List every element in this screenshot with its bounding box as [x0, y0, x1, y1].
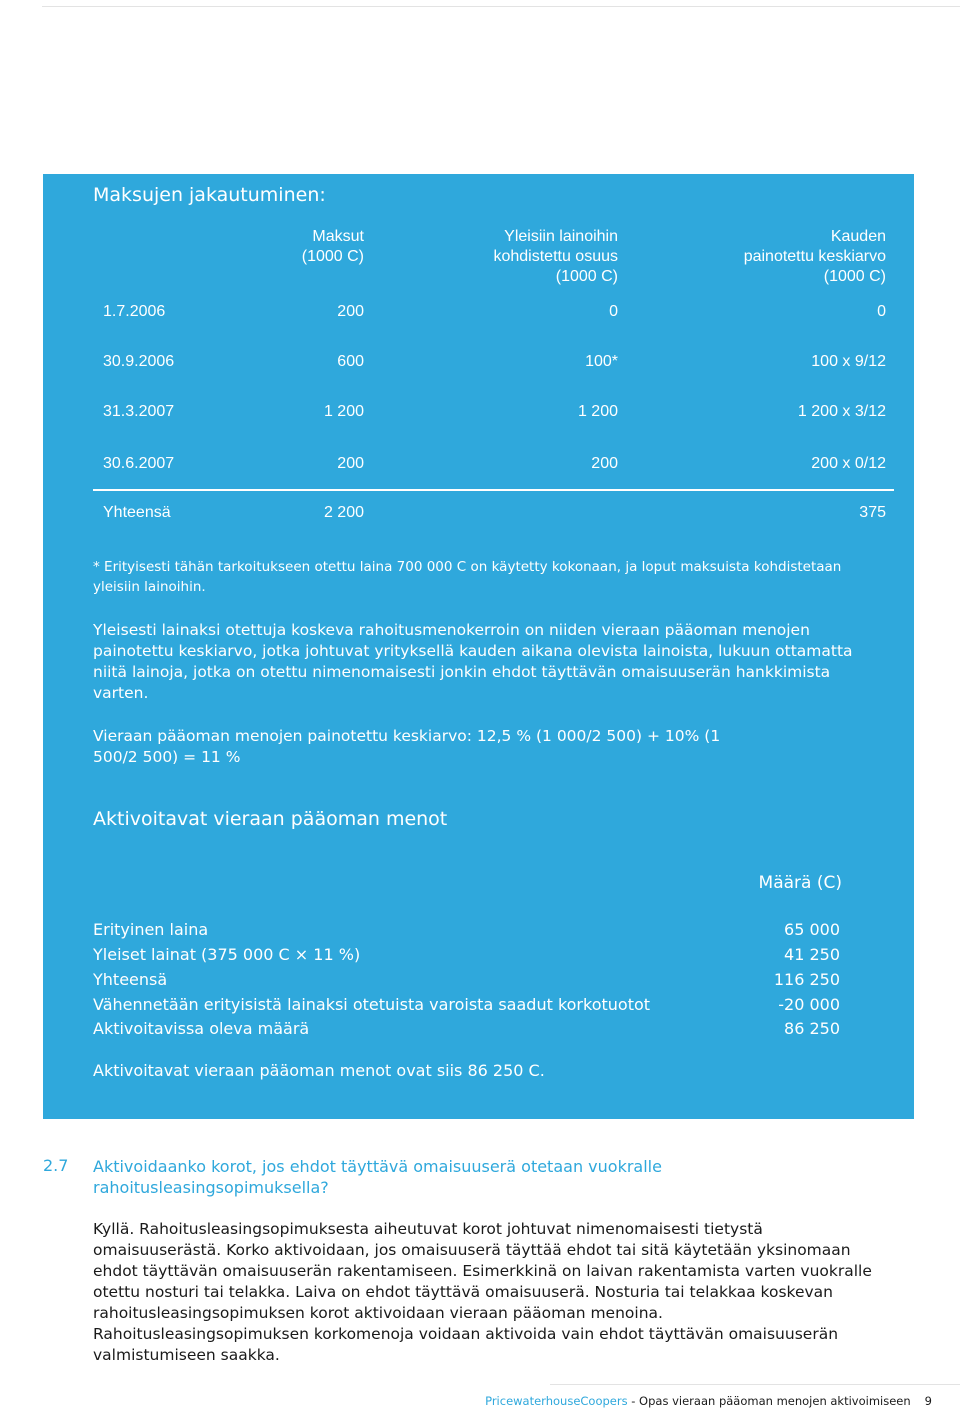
example-box: [43, 174, 914, 1119]
section-answer: Kyllä. Rahoitusleasingsopimuksesta aiheutuvat korot johtuvat nimenomaisesti tietystä omaisuuserästä. Korko aktivoidaan, jos omaisuuserä täyttää ehdot tai sitä käytetään yksinomaan ehdot täyttävän omaisuuserän rakentamiseen. Esimerkkinä on laivan rakentamista varten vuokralle otettu nosturi tai telakka. Laiva on ehdot täyttävä omaisuuserä. Nosturia tai telakkaa koskevan rahoitusleasingsopimuksen korot aktivoidaan vieraan pääoman menoina. Rahoitusleasingsopimuksen korkomenoja voidaan aktivoida vain ehdot täyttävän omaisuuserän valmistumiseen saakka.: [93, 1220, 872, 1364]
row-date: 31.3.2007: [103, 403, 175, 420]
row-maksut: 200: [337, 455, 364, 472]
amount-header: Määrä (C): [758, 873, 842, 893]
row-maksut: 600: [337, 353, 364, 370]
row-date: 30.9.2006: [103, 353, 175, 370]
amount-label: Yhteensä: [93, 970, 168, 989]
footer-brand: PricewaterhouseCoopers: [485, 1394, 628, 1408]
amount-label: Vähennetään erityisistä lainaksi otetuista varoista saadut korkotuotot: [93, 995, 651, 1014]
conclusion: Aktivoitavat vieraan pääoman menot ovat siis 86 250 C.: [93, 1061, 545, 1080]
row-yleisiin: 100*: [585, 353, 618, 370]
page-footer: [485, 1394, 932, 1408]
footer-title: - Opas vieraan pääoman menojen aktivoimiseen: [627, 1394, 911, 1408]
row-date: 1.7.2006: [103, 303, 166, 320]
top-divider: [42, 6, 960, 7]
row-maksut: 200: [337, 303, 364, 320]
row-kauden: 100 x 9/12: [811, 353, 886, 370]
amount-value: 65 000: [784, 920, 840, 939]
row-yleisiin: 200: [591, 455, 618, 472]
row-kauden: 1 200 x 3/12: [797, 403, 886, 420]
amount-value: 41 250: [784, 945, 840, 964]
box-heading: Maksujen jakautuminen:: [93, 184, 326, 206]
paragraph-average: Vieraan pääoman menojen painotettu keskiarvo: 12,5 % (1 000/2 500) + 10% (1 500/2 500) = 11 %: [93, 727, 721, 766]
subheading: Aktivoitavat vieraan pääoman menot: [93, 808, 448, 830]
row-yleisiin: 0: [609, 303, 618, 320]
total-label: Yhteensä: [103, 504, 171, 521]
payments-table: [43, 174, 914, 534]
amount-value: 116 250: [773, 970, 840, 989]
row-date: 30.6.2007: [103, 455, 175, 472]
row-maksut: 1 200: [323, 403, 364, 420]
paragraph-rate: Yleisesti lainaksi otettuja koskeva rahoitusmenokerroin on niiden vieraan pääoman menojen painotettu keskiarvo, jotka johtuvat yrityksellä kauden aikana olevista lainoista, lukuun ottamatta niitä lainoja, jotka on otettu nimenomaisesti jonkin ehdot täyttävän omaisuuserän hankkimista varten.: [93, 621, 853, 702]
col-header-maksut: Maksut (1000 C): [301, 228, 364, 265]
amount-label: Yleiset lainat (375 000 C × 11 %): [93, 945, 361, 964]
total-kauden: 375: [859, 504, 886, 521]
table-total-rule: [93, 489, 894, 491]
table-footnote: * Erityisesti tähän tarkoitukseen otettu laina 700 000 C on käytetty kokonaan, ja loput maksuista kohdistetaan yleisiin lainoihin.: [93, 559, 842, 595]
col-header-kauden: Kauden painotettu keskiarvo (1000 C): [743, 228, 886, 285]
amount-value: -20 000: [778, 995, 840, 1014]
footer-divider: [550, 1384, 960, 1385]
section-question: Aktivoidaanko korot, jos ehdot täyttävä omaisuuserä otetaan vuokralle rahoitusleasingsopimuksella?: [93, 1157, 662, 1197]
row-yleisiin: 1 200: [577, 403, 618, 420]
page-number: 9: [924, 1394, 932, 1408]
amount-label: Erityinen laina: [93, 920, 209, 939]
row-kauden: 200 x 0/12: [811, 455, 886, 472]
row-kauden: 0: [877, 303, 886, 320]
col-header-yleisiin: Yleisiin lainoihin kohdistettu osuus (1000 C): [493, 228, 618, 285]
amount-value: 86 250: [784, 1019, 840, 1038]
section-number: 2.7: [43, 1156, 69, 1175]
total-maksut: 2 200: [323, 504, 364, 521]
amount-label: Aktivoitavissa oleva määrä: [93, 1019, 310, 1038]
